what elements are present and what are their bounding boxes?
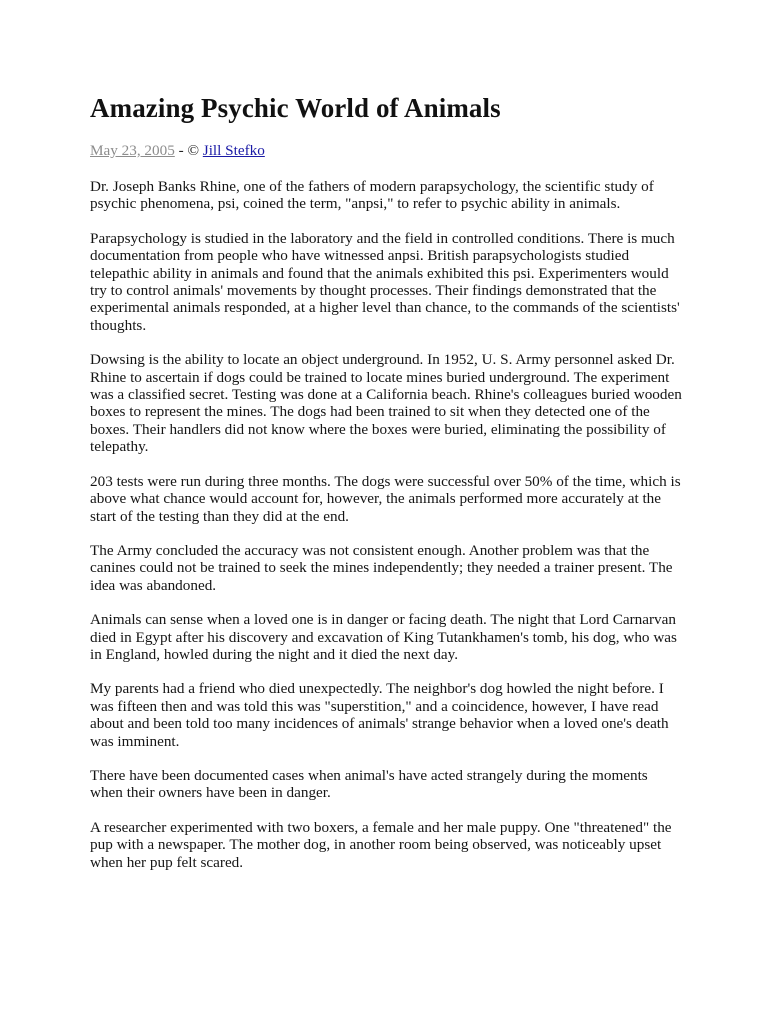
- article: [90, 88, 682, 888]
- paragraph-5: The Army concluded the accuracy was not consistent enough. Another problem was that the canines could not be trained to seek the mines independently; they needed a trainer present. The idea was abandoned.: [90, 541, 673, 594]
- paragraph-1: Dr. Joseph Banks Rhine, one of the fathers of modern parapsychology, the scientific study of psychic phenomena, psi, coined the term, "anpsi," to refer to psychic ability in animals.: [90, 178, 654, 213]
- paragraph-7: My parents had a friend who died unexpectedly. The neighbor's dog howled the night before. I was fifteen then and was told this was "superstition," and a coincidence, however, I have read about and been told too many incidences of animals' strange behavior when a loved one's death was imminent.: [90, 680, 669, 750]
- article-body: [90, 178, 682, 871]
- byline-separator: - ©: [174, 142, 203, 159]
- paragraph-2: Parapsychology is studied in the laboratory and the field in controlled conditions. There is much documentation from people who have witnessed anpsi. British parapsychologists studied telepathic ability in animals and found that the animals exhibited this psi. Experimenters would try to control animals' movements by thought processes. Their findings demonstrated that the experimental animals responded, at a higher level than chance, to the commands of the scientists' thoughts.: [90, 229, 680, 334]
- paragraph-3: Dowsing is the ability to locate an object underground. In 1952, U. S. Army personnel asked Dr. Rhine to ascertain if dogs could be trained to locate mines buried underground. The experiment was a classified secret. Testing was done at a California beach. Rhine's colleagues buried wooden boxes to represent the mines. The dogs had been trained to sit when they detected one of the boxes. Their handlers did not know where the boxes were buried, eliminating the possibility of telepathy.: [90, 351, 682, 456]
- byline: [90, 138, 682, 164]
- author-link[interactable]: Jill Stefko: [202, 142, 265, 159]
- date-link[interactable]: May 23, 2005: [90, 142, 175, 159]
- article-title: Amazing Psychic World of Animals: [90, 93, 501, 123]
- paragraph-8: There have been documented cases when animal's have acted strangely during the moments when their owners have been in danger.: [90, 766, 648, 802]
- paragraph-4: 203 tests were run during three months. The dogs were successful over 50% of the time, which is above what chance would account for, however, the animals performed more accurately at the start of the testing than they did at the end.: [90, 472, 681, 525]
- paragraph-9: A researcher experimented with two boxers, a female and her male puppy. One "threatened" the pup with a newspaper. The mother dog, in another room being observed, was noticeably upset when her pup felt scared.: [90, 818, 672, 871]
- paragraph-6: Animals can sense when a loved one is in danger or facing death. The night that Lord Carnarvan died in Egypt after his discovery and excavation of King Tutankhamen's tomb, his dog, who was in England, howled during the night and it died the next day.: [90, 611, 677, 663]
